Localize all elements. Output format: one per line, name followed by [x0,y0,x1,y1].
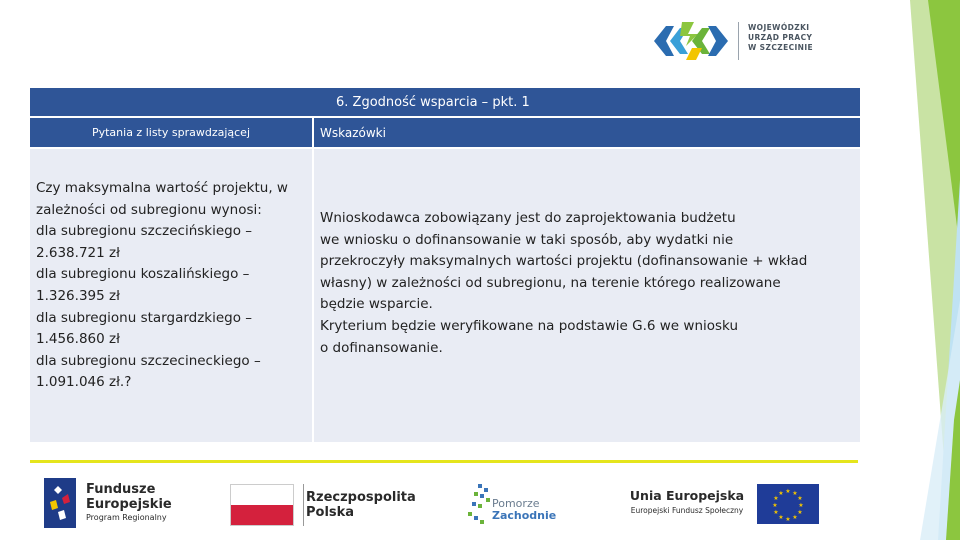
column-header-hints: Wskazówki [314,118,860,147]
checklist-table [30,88,860,442]
ue-subtitle: Europejski Fundusz Społeczny [630,506,744,515]
wup-logo-text [748,23,813,53]
hint-line: przekroczyły maksymalnych wartości projektu (dofinansowanie + wkład [320,253,808,270]
fe-title-line: Europejskie [86,497,172,512]
unia-europejska-text [612,488,762,524]
fe-subtitle: Program Regionalny [86,513,167,522]
svg-text:★: ★ [797,509,803,516]
pz-line: Zachodnie [492,509,557,522]
hint-line: Kryterium będzie weryfikowane na podstawie G.6 we wniosku [320,317,738,334]
question-line: Czy maksymalna wartość projektu, w [36,180,288,196]
table-title: 6. Zgodność wsparcia – pkt. 1 [336,94,530,110]
hint-line: Wnioskodawca zobowiązany jest do zaprojektowania budżetu [320,210,736,226]
svg-text:★: ★ [778,490,784,497]
question-line: 1.091.046 zł.? [36,374,132,391]
rp-line: Rzeczpospolita [306,490,416,505]
accent-line [30,460,858,463]
wup-logo-line: WOJEWÓDZKI [748,23,810,32]
fundusze-europejskie-icon [44,478,76,528]
question-cell [30,149,312,442]
fundusze-europejskie-text [86,482,172,524]
logo-divider [303,484,304,526]
column-header-questions: Pytania z listy sprawdzającej [30,118,312,147]
question-line: dla subregionu szczecineckiego – [36,352,261,369]
wup-logo-line: W SZCZECINIE [748,43,814,52]
decorative-side-shapes [850,0,960,540]
logo-divider [738,22,739,60]
rp-line: Polska [306,505,355,520]
fe-title-line: Fundusze [86,482,156,497]
svg-text:★: ★ [772,502,778,509]
svg-text:★: ★ [773,509,779,516]
hint-line: własny) w zależności od subregionu, na terenie którego realizowane [320,274,781,291]
svg-text:★: ★ [773,495,779,502]
pomorze-zachodnie-logo [466,482,576,528]
pomorze-zachodnie-text [492,498,556,522]
svg-text:★: ★ [785,516,791,523]
question-line: 1.326.395 zł [36,287,120,304]
svg-text:★: ★ [798,502,804,509]
hint-line: o dofinansowanie. [320,339,443,356]
ue-title: Unia Europejska [629,488,745,503]
hint-line: we wniosku o dofinansowanie w taki sposób, aby wydatki nie [320,231,734,248]
wup-logo-icon [652,18,730,64]
eu-flag-icon [757,484,819,524]
pz-line: Pomorze [492,497,540,510]
wup-logo-line: URZĄD PRACY [748,33,813,42]
hint-line: będzie wsparcie. [320,296,433,313]
question-line: dla subregionu stargardzkiego – [36,309,253,326]
poland-flag-icon [230,484,294,526]
wup-logo [652,18,832,64]
svg-text:★: ★ [792,490,798,497]
svg-text:★: ★ [778,514,784,521]
question-line: dla subregionu koszalińskiego – [36,266,250,283]
table-title-row [30,88,860,116]
svg-text:★: ★ [785,488,791,495]
svg-text:★: ★ [797,495,803,502]
question-line: 1.456.860 zł [36,331,120,348]
fundusze-europejskie-logo [44,478,184,528]
pomorze-zachodnie-icon [466,482,494,528]
hint-cell [314,149,860,442]
question-line: zależności od subregionu wynosi: [36,201,262,218]
table-row [30,149,860,442]
question-line: dla subregionu szczecińskiego – [36,223,253,240]
rzeczpospolita-polska-text [306,490,416,520]
question-line: 2.638.721 zł [36,244,120,261]
rzeczpospolita-polska-logo [230,484,430,526]
svg-text:★: ★ [792,514,798,521]
table-header-row [30,118,860,147]
